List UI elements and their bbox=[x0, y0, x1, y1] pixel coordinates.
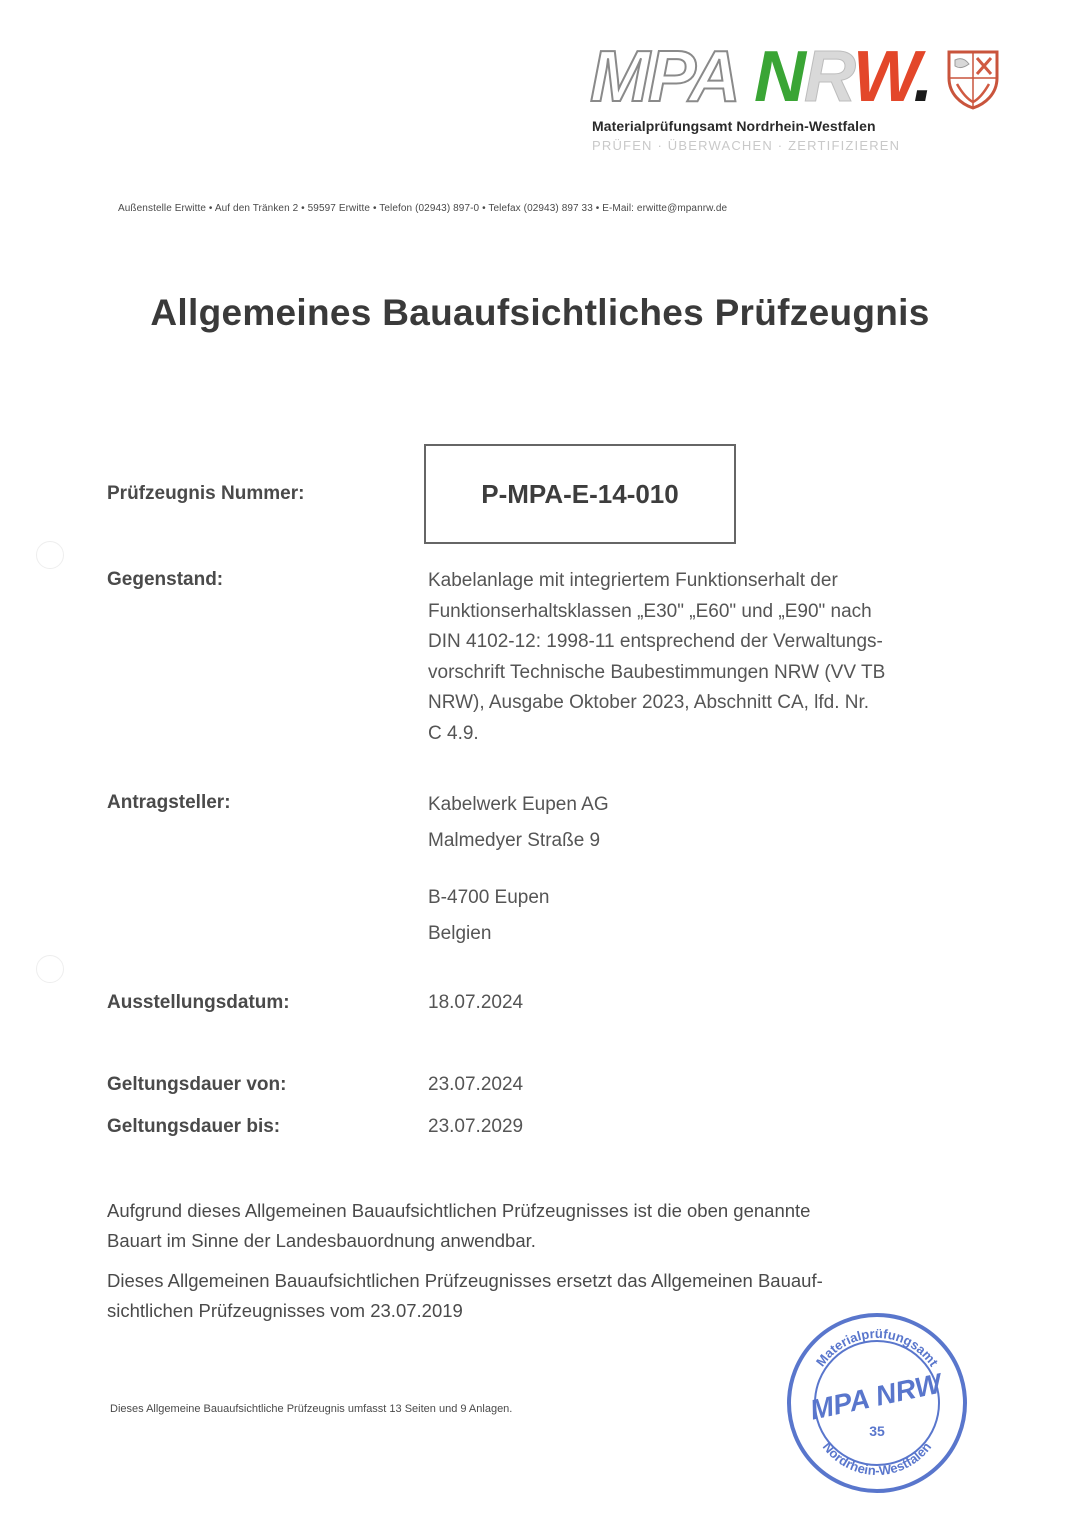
paragraph-line: sichtlichen Prüfzeugnisses vom 23.07.2019 bbox=[107, 1300, 463, 1321]
logo-n: N bbox=[754, 37, 804, 117]
logo-dot: . bbox=[913, 37, 932, 117]
subject-line: DIN 4102-12: 1998-11 entsprechend der Verwaltungs- bbox=[428, 631, 883, 652]
applicant-country: Belgien bbox=[428, 923, 492, 944]
logo-tagline: PRÜFEN · ÜBERWACHEN · ZERTIFIZIEREN bbox=[592, 138, 901, 153]
paragraph-line: Dieses Allgemeinen Bauaufsichtlichen Prüfzeugnisses ersetzt das Allgemeinen Bauauf- bbox=[107, 1270, 823, 1291]
page-count-footnote: Dieses Allgemeine Bauaufsichtliche Prüfzeugnis umfasst 13 Seiten und 9 Anlagen. bbox=[110, 1403, 513, 1415]
address-line: Außenstelle Erwitte • Auf den Tränken 2 • 59597 Erwitte • Telefon (02943) 897-0 • Telefax (02943) 897 33 • E-Mail: erwitte@mpanrw.de bbox=[118, 203, 728, 214]
subject-line: C 4.9. bbox=[428, 722, 479, 744]
paragraph-line: Aufgrund dieses Allgemeinen Bauaufsichtlichen Prüfzeugnisses ist die oben genannte bbox=[107, 1200, 811, 1221]
svg-text:35: 35 bbox=[869, 1423, 885, 1439]
svg-text:Nordrhein-Westfalen: Nordrhein-Westfalen bbox=[819, 1439, 935, 1479]
valid-to-value: 23.07.2029 bbox=[428, 1116, 524, 1137]
applicant-label: Antragsteller: bbox=[107, 792, 231, 813]
subject-text bbox=[428, 566, 885, 749]
applicant-street: Malmedyer Straße 9 bbox=[428, 830, 601, 851]
issue-date-value: 18.07.2024 bbox=[428, 992, 524, 1013]
applicant-city: B-4700 Eupen bbox=[428, 887, 550, 908]
valid-to-label: Geltungsdauer bis: bbox=[107, 1116, 281, 1137]
applicant-address bbox=[428, 787, 609, 859]
punch-hole-mark bbox=[36, 955, 64, 983]
official-stamp-icon bbox=[782, 1308, 972, 1498]
subject-line: Kabelanlage mit integriertem Funktionserhalt der bbox=[428, 570, 838, 591]
logo-w: W bbox=[852, 37, 914, 117]
svg-text:Materialprüfungsamt: Materialprüfungsamt bbox=[812, 1325, 942, 1370]
applicant-city-block bbox=[428, 880, 550, 952]
valid-from-label: Geltungsdauer von: bbox=[107, 1074, 287, 1095]
certificate-number-value: P-MPA-E-14-010 bbox=[481, 478, 679, 509]
logo-subtitle: Materialprüfungsamt Nordrhein-Westfalen bbox=[592, 118, 876, 134]
nrw-crest-icon bbox=[945, 48, 1001, 110]
punch-hole-mark bbox=[36, 541, 64, 569]
mpa-nrw-logo bbox=[590, 37, 1010, 162]
subject-line: vorschrift Technische Baubestimmungen NRW (VV TB bbox=[428, 661, 886, 683]
logo-wordmark bbox=[590, 37, 932, 117]
logo-r: R bbox=[804, 37, 853, 117]
logo-mpa: MPA bbox=[590, 37, 736, 117]
svg-text:MPA NRW: MPA NRW bbox=[807, 1367, 945, 1426]
subject-line: Funktionserhaltsklassen „E30" „E60" und „E90" nach bbox=[428, 600, 872, 622]
issue-date-label: Ausstellungsdatum: bbox=[107, 992, 290, 1013]
document-title: Allgemeines Bauaufsichtliches Prüfzeugnis bbox=[150, 292, 930, 333]
subject-line: NRW), Ausgabe Oktober 2023, Abschnitt CA, lfd. Nr. bbox=[428, 692, 870, 713]
subject-label: Gegenstand: bbox=[107, 569, 224, 590]
certificate-number-box bbox=[424, 444, 736, 544]
valid-from-value: 23.07.2024 bbox=[428, 1074, 524, 1095]
paragraph-line: Bauart im Sinne der Landesbauordnung anwendbar. bbox=[107, 1230, 536, 1251]
applicability-paragraph bbox=[107, 1196, 967, 1256]
certificate-number-label: Prüfzeugnis Nummer: bbox=[107, 483, 305, 504]
applicant-name: Kabelwerk Eupen AG bbox=[428, 794, 609, 815]
